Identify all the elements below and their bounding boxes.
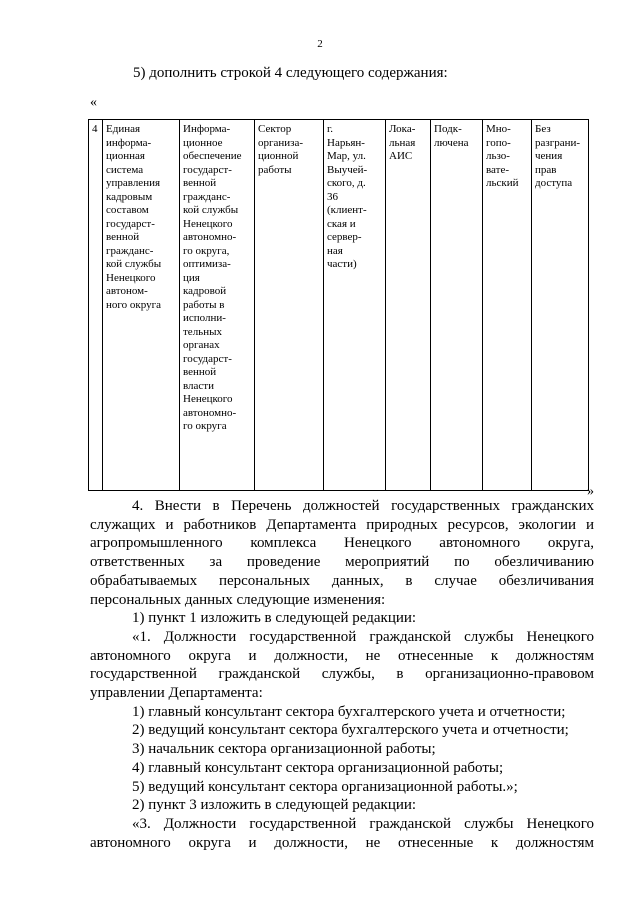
paragraph: «3. Должности государственной гражданской службы Ненецкого автономного округа и должности, не отнесенные к должностям [90,815,594,851]
cell-user-mode: Мно- гопо- льзо- вате- льский [483,120,532,491]
cell-system-name: Единая информа- ционная система управления кадровым составом государст- венной гражданс- кой службы Ненецкого автоном- ного округа [103,120,180,491]
list-item: 5) ведущий консультант сектора организационной работы.»; [132,778,518,795]
cell-row-number: 4 [89,120,103,491]
paragraph: 4. Внести в Перечень должностей государственных гражданских служащих и работников Департамента природных ресурсов, экологии и агропромышленного комплекса Ненецкого автономного округа, ответственных за проведение мероприятий по обезличиванию обрабатываемых персональных данных, в случае обезличивания персональных данных следующие изменения: [90,498,594,608]
page-number: 2 [317,38,323,50]
cell-location: г. Нарьян- Мар, ул. Выучей- ского, д. 36 (клиент- ская и сервер- ная части) [324,120,386,491]
paragraph: 2) пункт 3 изложить в следующей редакции: [132,797,417,814]
cell-access-rights: Без разграни- чения прав доступа [532,120,589,491]
inserted-row-table [88,119,589,491]
opening-quote: « [90,95,97,110]
paragraph: 1) пункт 1 изложить в следующей редакции: [132,610,417,627]
table-row [89,120,589,491]
cell-responsible-unit: Сектор организа- ционной работы [255,120,324,491]
closing-quote: » [587,484,594,499]
list-item: 3) начальник сектора организационной работы; [132,741,436,758]
cell-connection: Подк- лючена [431,120,483,491]
document-body [90,497,594,852]
list-item: 4) главный консультант сектора организационной работы; [132,759,504,776]
cell-purpose: Информа- ционное обеспечение государст- венной гражданс- кой службы Ненецкого автономно- го округа, оптимиза- ция кадровой работы в исполни- тельных органах государст- венной власти Ненецкого автономно- го округа [180,120,255,491]
list-item: 1) главный консультант сектора бухгалтерского учета и отчетности; [132,703,566,720]
amendment-lead-text: 5) дополнить строкой 4 следующего содержания: [133,65,448,81]
paragraph: «1. Должности государственной гражданской службы Ненецкого автономного округа и должности, не отнесенные к должностям государственной гражданской службы, в организационно-правовом управлении Департамента: [90,628,594,702]
cell-system-type: Лока- льная АИС [386,120,431,491]
list-item: 2) ведущий консультант сектора бухгалтерского учета и отчетности; [132,722,569,739]
